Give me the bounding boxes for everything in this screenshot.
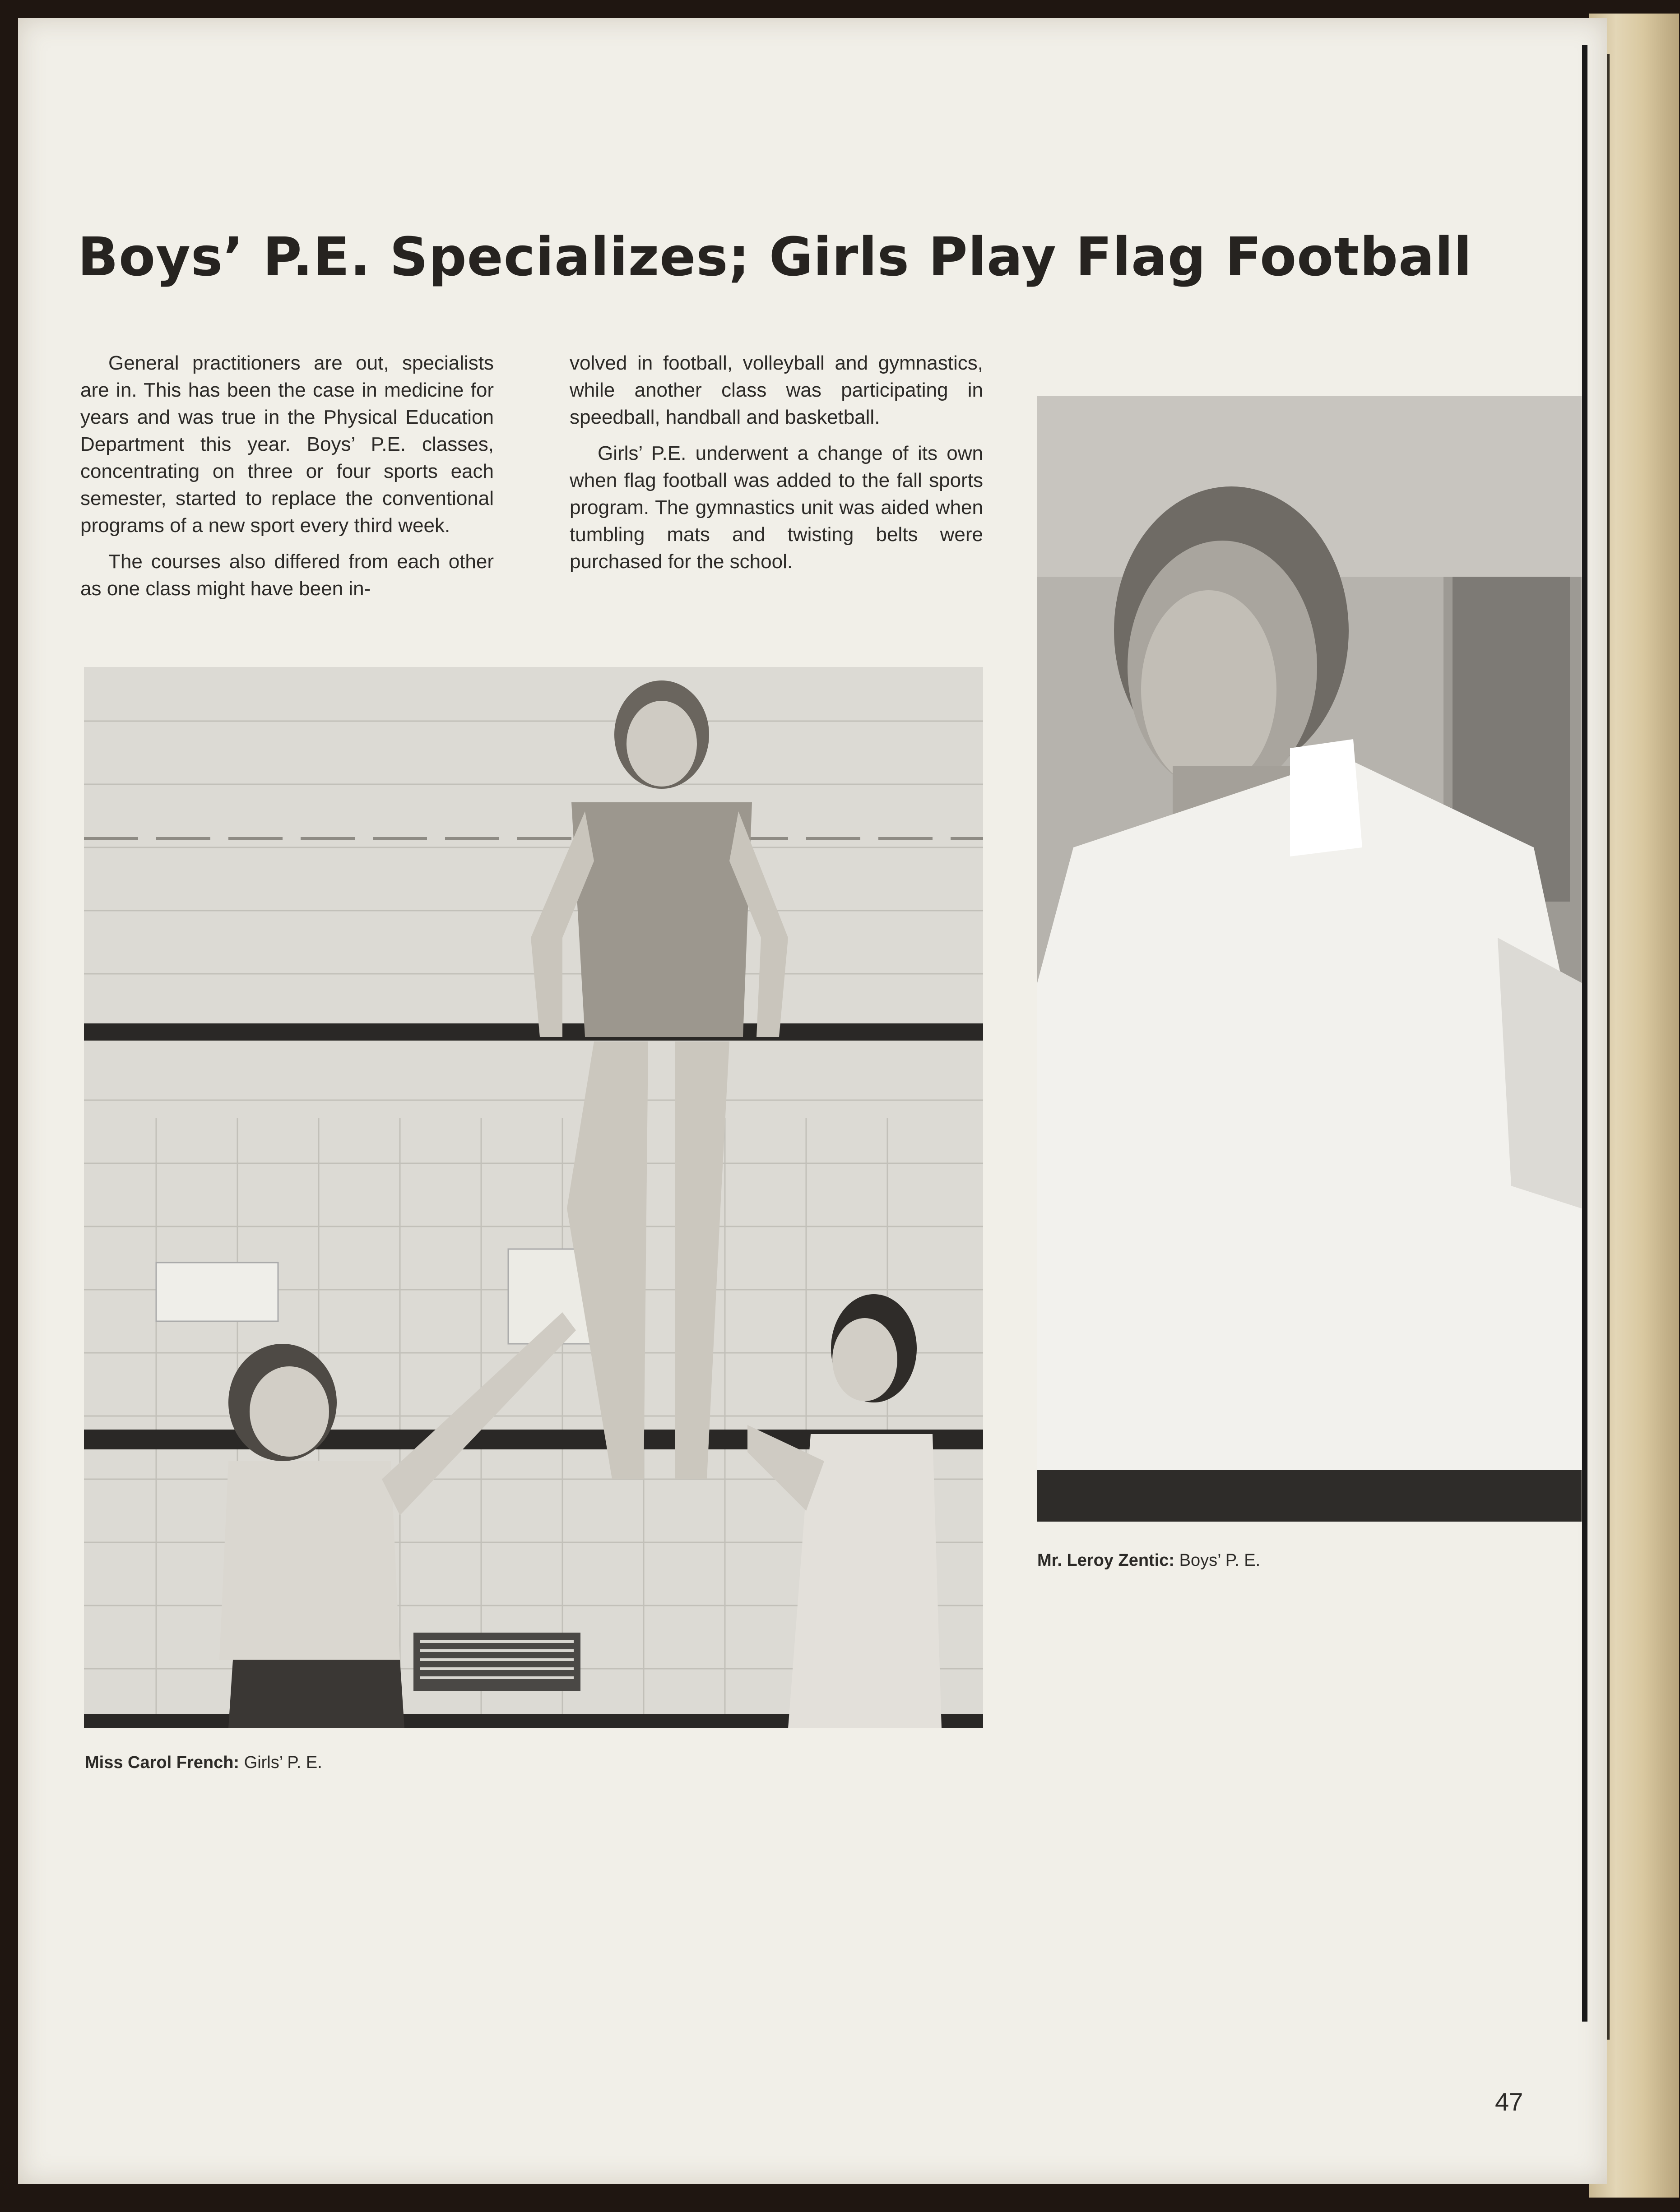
caption-left <box>85 1753 322 1772</box>
spine-shadow <box>1582 45 1587 2022</box>
gym-photo-illustration <box>84 667 983 1728</box>
caption-left-name: Miss Carol French: <box>85 1753 240 1772</box>
coach-photo <box>1037 396 1582 1522</box>
paragraph-4: Girls’ P.E. underwent a change of its own when flag football was added to the fall sports program. The gymnastics unit was aided when tumbling mats and twisting belts were purchased for the school. <box>570 442 983 573</box>
body-column-left <box>80 350 494 611</box>
coach-photo-illustration <box>1037 396 1582 1522</box>
caption-right-role: Boys’ P. E. <box>1179 1551 1261 1570</box>
caption-right <box>1037 1551 1260 1570</box>
caption-right-name: Mr. Leroy Zentic: <box>1037 1551 1175 1570</box>
page-headline: Boys’ P.E. Specializes; Girls Play Flag Football <box>78 226 1472 288</box>
paragraph-3: volved in football, volleyball and gymnastics, while another class was participating in speedball, handball and basketball. <box>570 352 983 428</box>
spine-shadow-secondary <box>1607 54 1610 2040</box>
paragraph-1: General practitioners are out, specialists are in. This has been the case in medicine for years and was true in the Physical Education Department this year. Boys’ P.E. classes, concentrating on three or four sports each semester, started to replace the conventional programs of a new sport every third week. <box>80 352 494 537</box>
paragraph-2: The courses also differed from each other as one class might have been in- <box>80 551 494 600</box>
gym-photo <box>84 667 983 1728</box>
page-number: 47 <box>1495 2087 1523 2116</box>
caption-left-role: Girls’ P. E. <box>244 1753 322 1772</box>
body-column-right <box>570 350 983 584</box>
